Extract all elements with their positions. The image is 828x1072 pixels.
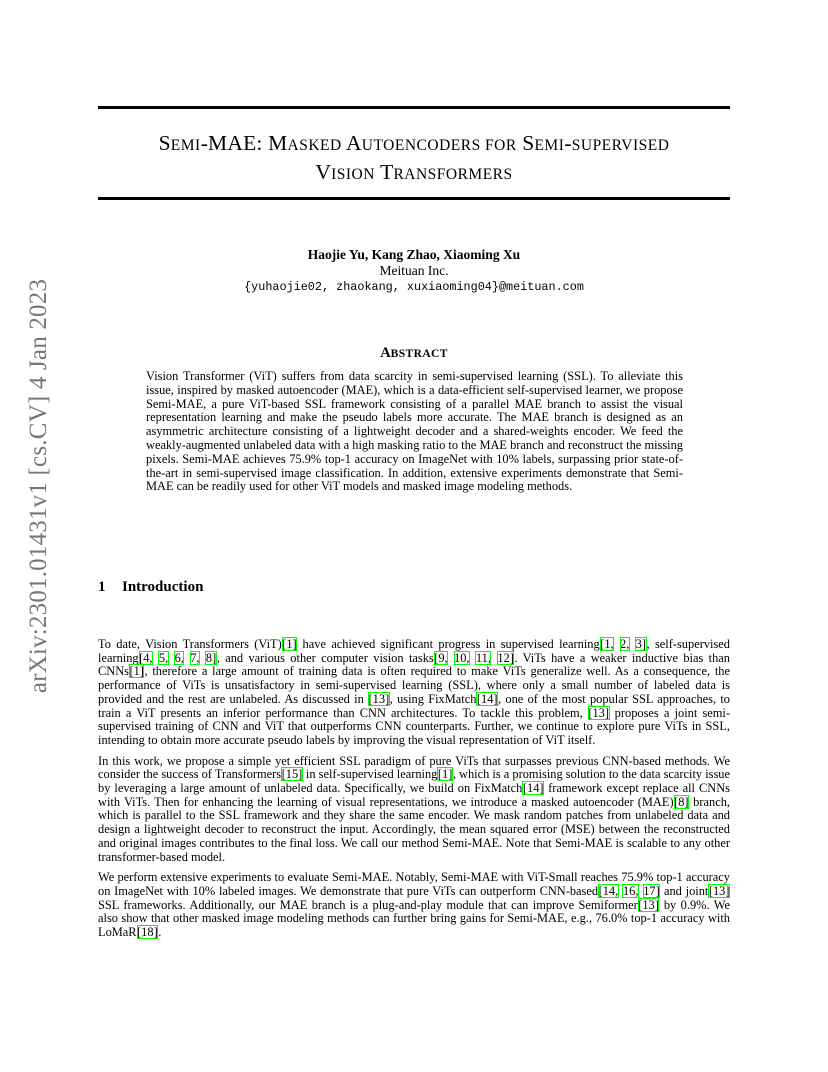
paragraph-text: , self-supervised learning bbox=[98, 637, 730, 665]
citation-link[interactable]: [9, bbox=[434, 650, 448, 665]
title-segment: ISION bbox=[331, 166, 375, 183]
author-names: Haojie Yu, Kang Zhao, Xiaoming Xu bbox=[307, 247, 521, 262]
citation-link[interactable]: 10, bbox=[454, 650, 470, 665]
paper-title-line-2 bbox=[98, 159, 730, 188]
citation-link[interactable]: [14] bbox=[522, 781, 544, 796]
paragraph-text: have achieved significant progress in supervised learning bbox=[297, 637, 600, 651]
paragraph-text: , therefore a large amount of training data is often required to make ViTs generalize well. As a consequence, the performance of ViTs is unsatisfactory in semi-supervised learning (SSL), where only a small number of labeled data is provided and the rest are unlabeled. As discussed in bbox=[98, 664, 730, 706]
title-segment: UTOENCODERS FOR bbox=[361, 137, 517, 154]
introduction-body bbox=[98, 638, 730, 947]
author-emails: {yuhaojie02, zhaokang, xuxiaoming04}@meituan.com bbox=[244, 280, 584, 294]
citation-link[interactable]: [1] bbox=[282, 637, 297, 651]
section-number: 1 bbox=[98, 579, 106, 595]
paragraph-text: , using FixMatch bbox=[389, 691, 477, 706]
intro-paragraph bbox=[98, 755, 730, 865]
author-affiliation: Meituan Inc. bbox=[379, 263, 449, 278]
paragraph-text: and joint bbox=[660, 883, 709, 898]
title-segment: A bbox=[341, 131, 362, 155]
paragraph-text: in self-supervised learning bbox=[302, 767, 438, 782]
paragraph-text: , one of the most popular SSL approaches, to train a ViT presents an inferior performance than CNN architectures. To tackle this problem, bbox=[98, 691, 730, 720]
title-segment: SUPERVISED bbox=[571, 137, 670, 154]
citation-link[interactable]: [15] bbox=[281, 767, 303, 782]
citation-link[interactable]: 8] bbox=[205, 650, 217, 665]
paragraph-text: SSL frameworks. Additionally, our MAE branch is a plug-and-play module that can improve Semiformer bbox=[98, 897, 638, 912]
paragraph-text bbox=[614, 637, 619, 651]
title-rule-bottom bbox=[98, 197, 730, 200]
paragraph-text: In this work, we propose a simple yet efficient SSL paradigm of pure ViTs that surpasses previous CNN-based methods. We consider the success of Transformers bbox=[98, 753, 730, 782]
title-rule-top bbox=[98, 106, 730, 109]
paragraph-text: , and various other computer vision tasks bbox=[216, 650, 434, 665]
citation-link[interactable]: 11, bbox=[475, 650, 491, 665]
citation-link[interactable]: [13] bbox=[588, 705, 610, 720]
paragraph-text: branch, which is parallel to the SSL framework and they share the same encoder. We mask random patches from unlabeled data and design a lightweight decoder to reconstruct the input. Accordingly, the mean squared error (MSE) between the reconstructed and original images contributes to the final loss. We call our method Semi-MAE. Note that Semi-MAE is scalable to any other transformer-based model. bbox=[98, 794, 730, 864]
citation-link[interactable]: [14, bbox=[598, 883, 619, 898]
citation-link[interactable]: [13] bbox=[368, 691, 390, 706]
citation-link[interactable]: 16, bbox=[622, 883, 639, 898]
title-segment: RANSFORMERS bbox=[393, 166, 513, 183]
paragraph-text bbox=[448, 651, 453, 665]
citation-link[interactable]: 2, bbox=[620, 637, 630, 651]
abstract-text: Vision Transformer (ViT) suffers from data scarcity in semi-supervised learning (SSL). To alleviate this issue, inspired by masked autoencoder (MAE), which is a data-efficient self-supervised learner, we propose Semi-MAE, a pure ViT-based SSL framework consisting of a parallel MAE branch to assist the visual representation learning and make the pseudo labels more accurate. The MAE branch is designed as an asymmetric architecture consisting of a lightweight decoder and a shared-weights encoder. We feed the weakly-augmented unlabeled data with a high masking ratio to the MAE branch and reconstruct the missing pixels. Semi-MAE achieves 75.9% top-1 accuracy on ImageNet with 10% labels, surpassing prior state-of-the-art in semi-supervised image classification. In addition, extensive experiments demonstrate that Semi-MAE can be readily used for other ViT models and masked image modeling methods. bbox=[146, 369, 683, 494]
paper-title bbox=[98, 130, 730, 188]
title-segment: T bbox=[374, 160, 394, 184]
citation-link[interactable]: [13] bbox=[708, 883, 730, 898]
intro-paragraph bbox=[98, 871, 730, 940]
citation-link[interactable]: 12] bbox=[497, 650, 514, 665]
citation-link[interactable]: 5, bbox=[158, 650, 169, 665]
paragraph-text: . ViTs have a weaker inductive bias than CNNs bbox=[98, 650, 730, 679]
paper-title-line-1 bbox=[98, 130, 730, 159]
citation-link[interactable]: 3] bbox=[635, 637, 646, 651]
abstract-heading bbox=[98, 345, 730, 362]
citation-link[interactable]: 17] bbox=[643, 883, 660, 898]
paragraph-text: framework except replace all CNNs with ViTs. Then for enhancing the learning of visual representations, we introduce a masked autoencoder (MAE) bbox=[98, 781, 730, 809]
title-segment: V bbox=[315, 160, 332, 184]
citation-link[interactable]: [18] bbox=[137, 925, 158, 940]
author-block bbox=[98, 247, 730, 295]
abstract-heading-initial: A bbox=[380, 345, 391, 361]
abstract-heading-rest: BSTRACT bbox=[390, 348, 448, 360]
paragraph-text: To date, Vision Transformers (ViT) bbox=[98, 637, 282, 651]
paragraph-text: by 0.9%. We also show that other masked image modeling methods can further bring gains for Semi-MAE, e.g., 76.0% top-1 accuracy with LoMaR bbox=[98, 897, 731, 940]
paragraph-text: . bbox=[158, 925, 162, 940]
citation-link[interactable]: [1] bbox=[129, 664, 144, 679]
title-segment: EMI bbox=[170, 137, 201, 154]
paragraph-text: , which is a promising solution to the data scarcity issue by leveraging a large amount of unlabeled data. Specifically, we build on FixMatch bbox=[98, 767, 730, 796]
citation-link[interactable]: [14] bbox=[476, 691, 498, 706]
paragraph-text: We perform extensive experiments to evaluate Semi-MAE. Notably, Semi-MAE with ViT-Small reaches 75.9% top-1 accuracy on ImageNet with 10% labeled images. We demonstrate that pure ViTs can outperform CNN-based bbox=[98, 870, 730, 898]
citation-link[interactable]: [8] bbox=[674, 794, 689, 809]
citation-link[interactable]: [1, bbox=[600, 637, 614, 651]
title-segment: S bbox=[158, 131, 171, 155]
section-heading-introduction bbox=[98, 579, 203, 596]
paragraph-text bbox=[491, 651, 496, 665]
citation-link[interactable]: [1] bbox=[437, 767, 453, 782]
intro-paragraph bbox=[98, 638, 730, 748]
section-title: Introduction bbox=[122, 579, 204, 595]
arxiv-stamp bbox=[22, 278, 56, 694]
title-segment: -MAE: M bbox=[200, 131, 288, 155]
citation-link[interactable]: [4, bbox=[139, 650, 153, 665]
citation-link[interactable]: [13] bbox=[638, 897, 659, 912]
arxiv-stamp-text: arXiv:2301.01431v1 [cs.CV] 4 Jan 2023 bbox=[25, 278, 52, 694]
paragraph-text bbox=[184, 651, 189, 665]
title-segment: ASKED bbox=[287, 137, 342, 154]
title-segment: - bbox=[564, 131, 572, 155]
title-segment: S bbox=[516, 131, 535, 155]
citation-link[interactable]: 7, bbox=[190, 650, 200, 665]
citation-link[interactable]: 6, bbox=[174, 650, 184, 665]
title-segment: EMI bbox=[534, 137, 565, 154]
paragraph-text: proposes a joint semi-supervised training of CNN and ViT that outperforms CNN counterparts. Further, we continue to explore pure ViTs in SSL, intending to obtain more accurate pseudo labels by improving the visual representation of ViT itself. bbox=[98, 705, 730, 747]
